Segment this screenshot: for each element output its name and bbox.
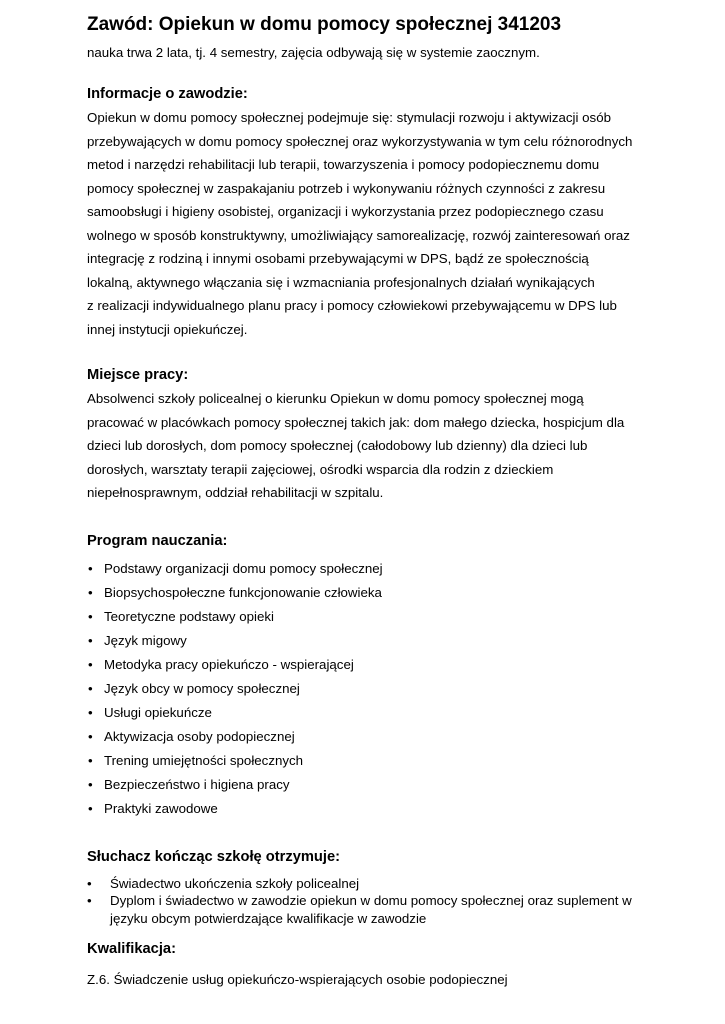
bullet-icon: • bbox=[88, 752, 93, 768]
program-item-label: Usługi opiekuńcze bbox=[104, 704, 212, 720]
bullet-icon: • bbox=[88, 728, 93, 744]
program-item bbox=[87, 749, 667, 773]
program-heading: Program nauczania: bbox=[87, 532, 228, 549]
workplace-line: Absolwenci szkoły policealnej o kierunku Opiekun w domu pomocy społecznej mogą bbox=[87, 391, 584, 406]
page-title: Zawód: Opiekun w domu pomocy społecznej 341203 bbox=[87, 14, 562, 35]
info-line: wolnego w sposób konstruktywny, umożliwiający samorealizację, rozwój zainteresowań oraz bbox=[87, 227, 630, 243]
info-line: samoobsługi i higieny osobistej, organizacji i wykorzystania przez podopiecznego czasu bbox=[87, 204, 604, 219]
program-item-label: Język migowy bbox=[104, 632, 187, 648]
graduate-item bbox=[87, 875, 650, 893]
bullet-icon: • bbox=[88, 560, 93, 576]
program-item bbox=[87, 725, 667, 749]
info-line: innej instytucji opiekuńczej. bbox=[87, 321, 248, 337]
program-item-label: Biopsychospołeczne funkcjonowanie człowieka bbox=[104, 584, 382, 600]
info-line: pomocy społecznej w zaspakajaniu potrzeb i wykonywaniu różnych czynności z zakresu bbox=[87, 180, 606, 196]
bullet-icon: • bbox=[88, 608, 93, 624]
graduate-item-label: Świadectwo ukończenia szkoły policealnej bbox=[110, 875, 360, 891]
program-item-label: Teoretyczne podstawy opieki bbox=[104, 608, 274, 624]
program-item-label: Język obcy w pomocy społecznej bbox=[104, 680, 300, 696]
program-item-label: Trening umiejętności społecznych bbox=[104, 752, 304, 768]
workplace-line: niepełnosprawnym, oddział rehabilitacji w szpitalu. bbox=[87, 485, 384, 500]
qualification-heading: Kwalifikacja: bbox=[87, 941, 176, 957]
info-line: lokalną, aktywnego włączania się i wzmacniania profesjonalnych działań wynikających bbox=[87, 274, 595, 290]
bullet-icon: • bbox=[88, 656, 93, 672]
graduate-heading: Słuchacz kończąc szkołę otrzymuje: bbox=[87, 848, 341, 865]
bullet-icon: • bbox=[87, 875, 92, 891]
program-item bbox=[87, 701, 667, 725]
graduate-list bbox=[87, 875, 667, 928]
program-item bbox=[87, 653, 667, 677]
bullet-icon: • bbox=[88, 584, 93, 600]
workplace-line: dorosłych, warsztaty terapii zajęciowej, ośrodki wsparcia dla rodzin z dzieckiem bbox=[87, 461, 554, 477]
program-item-label: Bezpieczeństwo i higiena pracy bbox=[104, 776, 290, 792]
graduate-item bbox=[87, 892, 650, 927]
info-paragraph bbox=[87, 106, 647, 341]
program-item-label: Praktyki zawodowe bbox=[104, 800, 218, 816]
workplace-line: dzieci lub dorosłych, dom pomocy społecznej (całodobowy lub dzienny) dla dzieci lub bbox=[87, 438, 588, 453]
bullet-icon: • bbox=[88, 776, 93, 792]
bullet-icon: • bbox=[88, 680, 93, 696]
program-item bbox=[87, 629, 667, 653]
program-item bbox=[87, 797, 667, 821]
info-line: metod i narzędzi rehabilitacji lub terapii, towarzyszenia i pomocy podopiecznemu domu bbox=[87, 157, 600, 172]
info-line: z realizacji indywidualnego planu pracy i pomocy człowiekowi przebywającemu w DPS lub bbox=[87, 298, 617, 313]
program-list bbox=[87, 557, 667, 821]
graduate-item-label: Dyplom i świadectwo w zawodzie opiekun w domu pomocy społecznej oraz suplement w języku obcym potwierdzające kwalifikacje w zawodzie bbox=[110, 893, 632, 926]
info-line: Opiekun w domu pomocy społecznej podejmuje się: stymulacji rozwoju i aktywizacji osób bbox=[87, 110, 611, 125]
bullet-icon: • bbox=[87, 893, 92, 908]
program-item bbox=[87, 581, 667, 605]
bullet-icon: • bbox=[88, 800, 93, 816]
document-page bbox=[87, 12, 667, 989]
qualification-text: Z.6. Świadczenie usług opiekuńczo-wspierających osobie podopiecznej bbox=[87, 972, 508, 987]
program-item-label: Podstawy organizacji domu pomocy społecznej bbox=[104, 560, 383, 576]
program-item bbox=[87, 557, 667, 581]
workplace-line: pracować w placówkach pomocy społecznej takich jak: dom małego dziecka, hospicjum dla bbox=[87, 414, 625, 430]
workplace-heading: Miejsce pracy: bbox=[87, 367, 189, 383]
program-item bbox=[87, 773, 667, 797]
info-line: integrację z rodziną i innymi osobami przebywającymi w DPS, bądź ze społecznością bbox=[87, 251, 589, 266]
program-item-label: Aktywizacja osoby podopiecznej bbox=[104, 728, 295, 744]
bullet-icon: • bbox=[88, 632, 93, 648]
bullet-icon: • bbox=[88, 704, 93, 720]
program-item bbox=[87, 605, 667, 629]
info-heading: Informacje o zawodzie: bbox=[87, 86, 248, 102]
workplace-paragraph bbox=[87, 387, 647, 505]
info-line: przebywających w domu pomocy społecznej oraz wykorzystywania w tym celu różnorodnych bbox=[87, 133, 633, 149]
program-item bbox=[87, 677, 667, 701]
study-duration-note: nauka trwa 2 lata, tj. 4 semestry, zajęcia odbywają się w systemie zaocznym. bbox=[87, 45, 540, 60]
program-item-label: Metodyka pracy opiekuńczo - wspierającej bbox=[104, 656, 354, 672]
